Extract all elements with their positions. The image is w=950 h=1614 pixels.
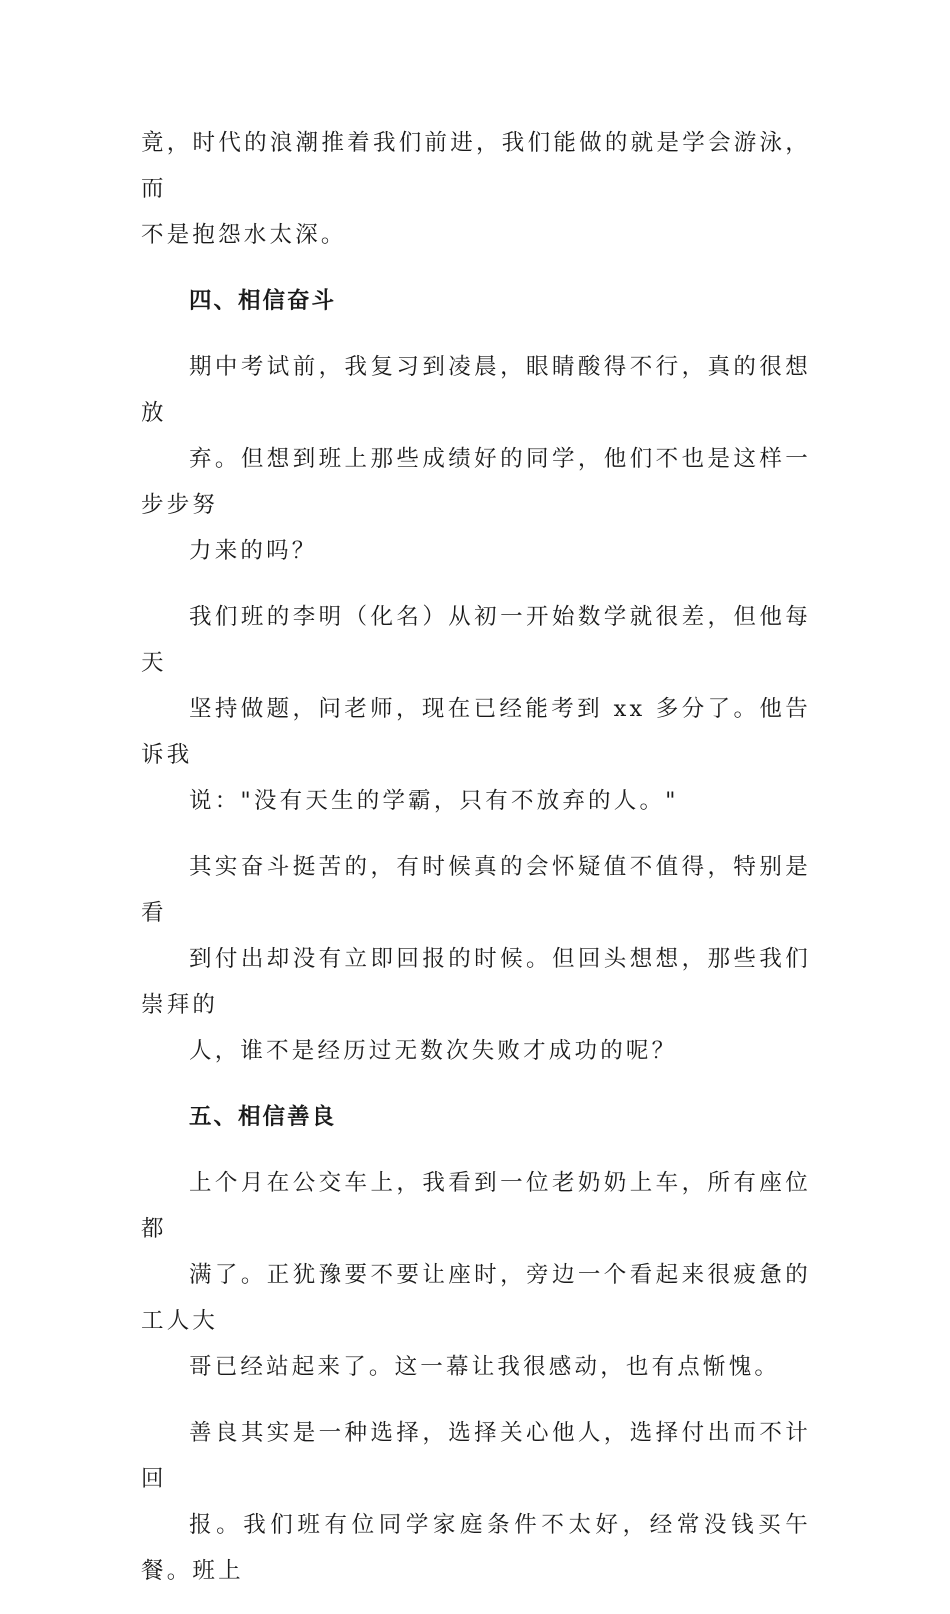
document-body <box>141 120 811 1614</box>
text-line: 不是抱怨水太深。 <box>141 222 347 248</box>
paragraph <box>141 594 811 824</box>
text-line: 哥已经站起来了。这一幕让我很感动，也有点惭愧。 <box>189 1354 781 1380</box>
text-line: 竟，时代的浪潮推着我们前进，我们能做的就是学会游泳，而 <box>141 130 811 202</box>
text-line: 满了。正犹豫要不要让座时，旁边一个看起来很疲惫的工人大 <box>141 1262 811 1334</box>
text-line: 人，谁不是经历过无数次失败才成功的呢？ <box>189 1038 678 1064</box>
paragraph <box>141 1410 811 1594</box>
text-line: 坚持做题，问老师，现在已经能考到 xx 多分了。他告诉我 <box>141 696 811 768</box>
text-line: 力来的吗？ <box>189 538 318 564</box>
paragraph <box>141 844 811 1074</box>
text-line: 我们班的李明（化名）从初一开始数学就很差，但他每天 <box>141 604 811 676</box>
text-line: 上个月在公交车上，我看到一位老奶奶上车，所有座位都 <box>141 1170 811 1242</box>
text-line: 期中考试前，我复习到凌晨，眼睛酸得不行，真的很想放 <box>141 354 811 426</box>
paragraph <box>141 344 811 574</box>
text-line: 说："没有天生的学霸，只有不放弃的人。" <box>189 788 679 814</box>
text-line: 弃。但想到班上那些成绩好的同学，他们不也是这样一步步努 <box>141 446 811 518</box>
text-line: 报。我们班有位同学家庭条件不太好，经常没钱买午餐。班上 <box>141 1512 811 1584</box>
section-heading-4: 四、相信奋斗 <box>189 288 337 314</box>
paragraph-continuation <box>141 120 811 258</box>
text-line: 到付出却没有立即回报的时候。但回头想想，那些我们崇拜的 <box>141 946 811 1018</box>
section-heading-5: 五、相信善良 <box>189 1104 337 1130</box>
text-line: 其实奋斗挺苦的，有时候真的会怀疑值不值得，特别是看 <box>141 854 811 926</box>
text-line: 善良其实是一种选择，选择关心他人，选择付出而不计回 <box>141 1420 811 1492</box>
paragraph <box>141 1160 811 1390</box>
